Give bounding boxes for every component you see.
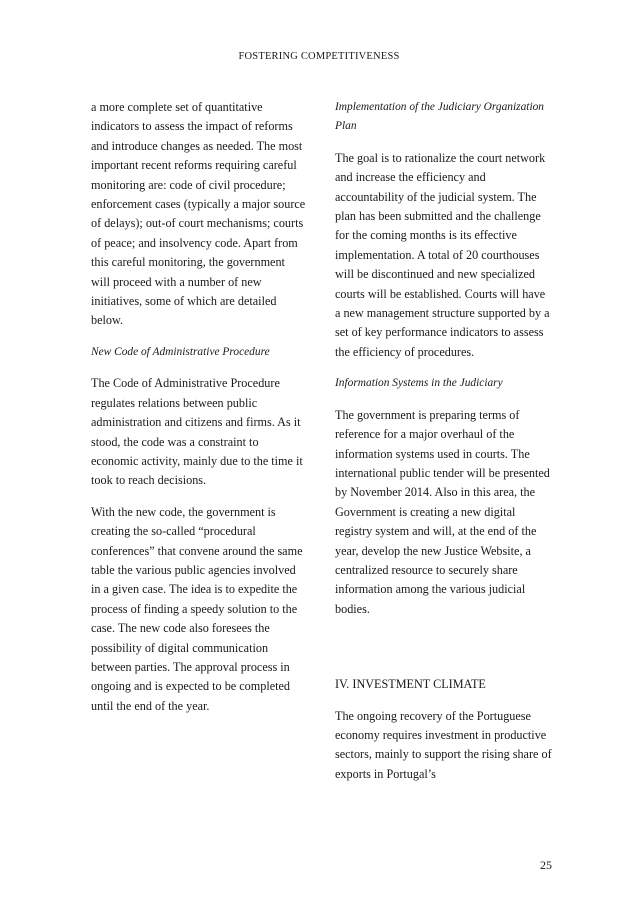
- paragraph: The ongoing recovery of the Portuguese economy requires investment in productive sectors, mainly to support the rising share of exports in Portugal’s: [335, 708, 552, 781]
- subheading: New Code of Administrative Procedure: [91, 345, 270, 358]
- paragraph: With the new code, the government is creating the so-called “procedural conferences” that convene around the same table the various public agencies involved in a given case. The idea is to expedite the process of finding a speedy solution to the case. The new code also foresees the possibility of digital communication between parties. The approval process in ongoing and is expected to be completed until the end of the year.: [91, 504, 303, 713]
- paragraph: a more complete set of quantitative indicators to assess the impact of reforms and introduce changes as needed. The most important recent reforms requiring careful monitoring are: code of civil procedure; enforcement cases (typically a major source of delays); out-of court mechanisms; courts of peace; and insolvency code. Apart from this careful monitoring, the government will proceed with a number of new initiatives, some of which are detailed below.: [91, 100, 306, 328]
- left-column: [91, 98, 306, 728]
- paragraph: The government is preparing terms of reference for a major overhaul of the information systems used in courts. The international public tender will be presented by November 2014. Also in this area, the Government is creating a new digital registry system and will, at the end of the year, develop the new Justice Website, a centralized resource to securely share information among the various judicial bodies.: [335, 407, 550, 616]
- paragraph: The Code of Administrative Procedure regulates relations between public administration and citizens and firms. As it stood, the code was a constraint to economic activity, mainly due to the time it took to reach decisions.: [91, 376, 303, 488]
- right-column: [335, 98, 553, 796]
- spacer: [335, 631, 553, 675]
- page-number: 25: [540, 858, 552, 872]
- subheading: Implementation of the Judiciary Organization Plan: [335, 101, 545, 133]
- section-title: IV. INVESTMENT CLIMATE: [335, 677, 486, 692]
- paragraph: The goal is to rationalize the court network and increase the efficiency and accountability of the judicial system. The plan has been submitted and the challenge for the coming months is its effective implementation. A total of 20 courthouses will be discontinued and new specialized courts will be established. Courts will have a new management structure supported by a set of key performance indicators to assess the efficiency of procedures.: [335, 150, 550, 359]
- running-header: FOSTERING COMPETITIVENESS: [238, 51, 400, 62]
- subheading: Information Systems in the Judiciary: [335, 377, 503, 390]
